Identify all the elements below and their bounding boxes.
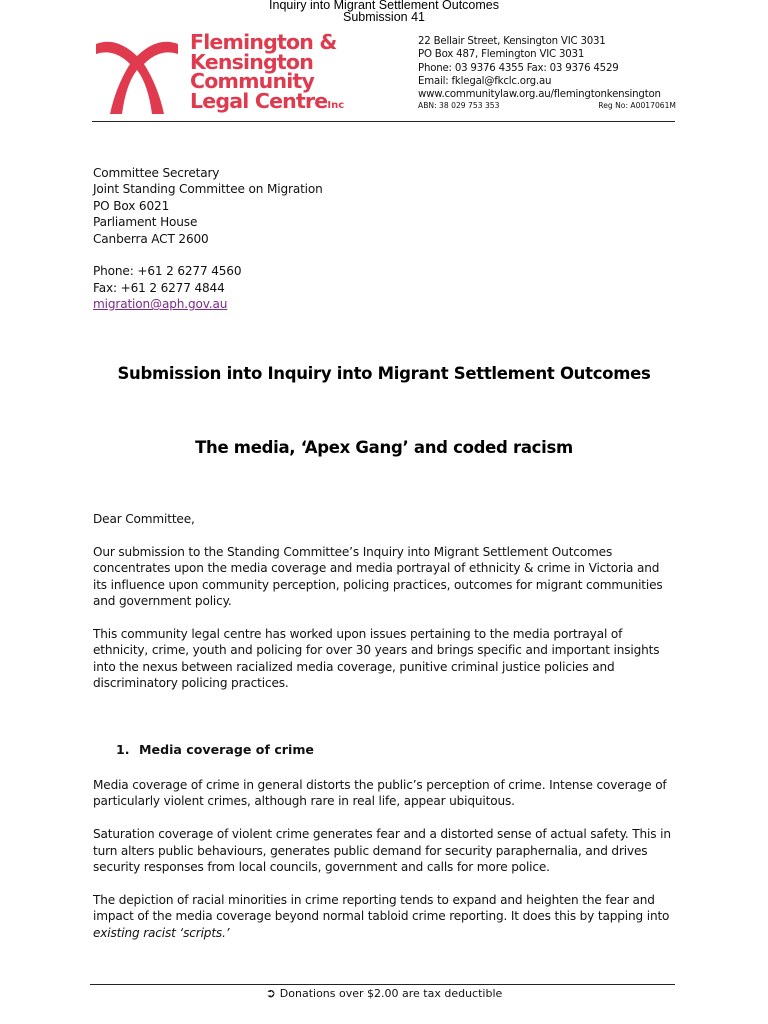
page-footer	[0, 986, 768, 1000]
section-1-paragraph-1: Media coverage of crime in general distorts the public’s perception of crime. Intense coverage of particularly violent crimes, although rare in real life, appear ubiquitous.	[93, 778, 667, 809]
section-1-paragraph-3-text: The depiction of racial minorities in crime reporting tends to expand and heighten the fear and impact of the media coverage beyond normal tabloid crime reporting. It does this by tapping into	[93, 892, 670, 924]
document-subtitle: The media, ‘Apex Gang’ and coded racism	[195, 438, 573, 457]
header-divider	[92, 121, 675, 122]
recipient-line-3: PO Box 6021	[93, 198, 170, 213]
logo-line-1: Flemington &	[190, 30, 337, 54]
logo-suffix: Inc	[327, 99, 345, 111]
logo-line-4-text: Legal Centre	[190, 88, 328, 113]
letter-body	[93, 511, 673, 708]
logo-line-2: Kensington	[190, 49, 313, 74]
contact-abn: ABN: 38 029 753 353	[418, 101, 500, 111]
recipient-email-link[interactable]: migration@aph.gov.au	[93, 297, 228, 312]
logo-line-3: Community	[190, 69, 315, 93]
recipient-line-5: Canberra ACT 2600	[93, 231, 209, 246]
running-header-title: Inquiry into Migrant Settlement Outcomes	[269, 0, 499, 12]
footer-divider	[90, 984, 675, 985]
contact-phone-fax: Phone: 03 9376 4355 Fax: 03 9376 4529	[418, 62, 619, 74]
logo-wordmark	[190, 30, 345, 115]
recipient-phone: Phone: +61 2 6277 4560	[93, 264, 242, 279]
section-1-paragraph-3-italic: existing racist ‘scripts.’	[93, 925, 230, 940]
logo-mark-icon	[92, 34, 182, 118]
section-1-paragraph-3	[93, 892, 673, 941]
document-title: Submission into Inquiry into Migrant Settlement Outcomes	[117, 364, 651, 383]
footer-text: Donations over $2.00 are tax deductible	[279, 987, 503, 1000]
contact-reg-no: Reg No: A0017061M	[598, 101, 676, 111]
contact-website[interactable]: www.communitylaw.org.au/flemingtonkensington	[418, 89, 661, 101]
intro-paragraph-1: Our submission to the Standing Committee’s Inquiry into Migrant Settlement Outcomes concentrates upon the media coverage and media portrayal of ethnicity & crime in Victoria and its influence upon community perception, policing practices, outcomes for migrant communities and government policy.	[93, 544, 663, 609]
recipient-address	[93, 165, 673, 313]
contact-po-box: PO Box 487, Flemington VIC 3031	[418, 49, 585, 61]
running-header	[0, 0, 768, 23]
running-header-submission: Submission 41	[343, 9, 425, 24]
contact-registration	[418, 101, 676, 111]
recipient-line-2: Joint Standing Committee on Migration	[93, 182, 323, 197]
intro-paragraph-2: This community legal centre has worked upon issues pertaining to the media portrayal of ethnicity, crime, youth and policing for over 30 years and brings specific and important insights into the nexus between racialized media coverage, punitive criminal justice policies and discriminatory policing practices.	[93, 626, 660, 691]
section-1-heading	[116, 742, 314, 757]
recipient-fax: Fax: +61 2 6277 4844	[93, 280, 225, 295]
recipient-line-1: Committee Secretary	[93, 166, 220, 180]
organisation-logo	[92, 30, 352, 118]
section-1-title: Media coverage of crime	[139, 742, 314, 757]
salutation: Dear Committee,	[93, 512, 195, 526]
arrow-icon: ➲	[265, 986, 276, 1000]
contact-email[interactable]: Email: fklegal@fkclc.org.au	[418, 75, 552, 87]
contact-block	[418, 35, 676, 111]
contact-street: 22 Bellair Street, Kensington VIC 3031	[418, 36, 606, 47]
logo-line-4	[190, 88, 345, 116]
recipient-line-4: Parliament House	[93, 215, 198, 230]
section-1-paragraph-2: Saturation coverage of violent crime generates fear and a distorted sense of actual safety. This in turn alters public behaviours, generates public demand for security paraphernalia, and drives security responses from local councils, government and calls for more police.	[93, 827, 671, 875]
section-1-number: 1.	[116, 742, 130, 757]
section-1-body	[93, 777, 673, 957]
